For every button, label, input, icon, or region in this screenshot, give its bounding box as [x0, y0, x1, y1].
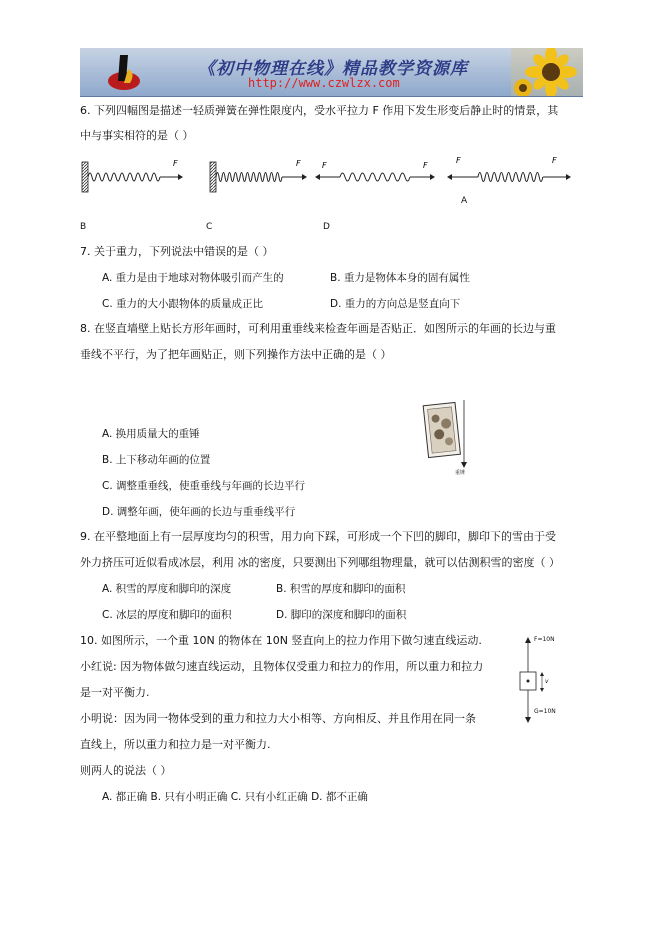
header-url: http://www.czwlzx.com: [248, 76, 400, 90]
q8-option-a: A. 换用质量大的重锤: [102, 428, 200, 440]
q8-stem-line1: 8. 在竖直墙壁上贴长方形年画时，可利用重垂线来检查年画是否贴正．如图所示的年画的长边与重: [80, 322, 556, 335]
q6-stem-line2: 中与事实相符的是（ ）: [80, 129, 194, 142]
q7-option-d: D. 重力的方向总是竖直向下: [330, 298, 461, 310]
q10-stem-line3: 是一对平衡力.: [80, 686, 150, 699]
sunflower-icon: [511, 48, 583, 96]
spring-figure-a: [447, 156, 571, 182]
q7-option-c: C. 重力的大小跟物体的质量成正比: [102, 298, 264, 310]
plumb-bob-label: 重锤: [455, 470, 466, 476]
logo-icon: [106, 51, 142, 93]
q9-option-a: A. 积雪的厚度和脚印的深度: [102, 583, 232, 595]
force-label: F: [423, 161, 428, 170]
q6-stem-line1: 6. 下列四幅图是描述一轻质弹簧在弹性限度内，受水平拉力 F 作用下发生形变后静止时的情景，其: [80, 104, 559, 117]
q8-stem-line2: 垂线不平行，为了把年画贴正，则下列操作方法中正确的是（ ）: [80, 348, 392, 361]
header-title: 《初中物理在线》精品教学资源库: [198, 59, 468, 79]
q10-options: A. 都正确 B. 只有小明正确 C. 只有小红正确 D. 都不正确: [102, 791, 368, 803]
force-label: F: [456, 156, 461, 165]
fig-force-label: F=10N: [534, 636, 555, 643]
q10-stem-line2: 小红说: 因为物体做匀速直线运动，且物体仅受重力和拉力的作用，所以重力和拉力: [80, 660, 484, 673]
fig-velocity-label: v: [545, 678, 549, 685]
q7-stem: 7. 关于重力，下列说法中错误的是（ ）: [80, 245, 274, 258]
force-label: F: [296, 159, 301, 168]
poster-plumbline-figure: [420, 398, 476, 474]
spring-figure-d: [315, 161, 435, 181]
spring-figure-c: [210, 159, 307, 192]
q8-option-c: C. 调整重垂线，使重垂线与年画的长边平行: [102, 480, 306, 492]
q9-option-d: D. 脚印的深度和脚印的面积: [276, 609, 407, 621]
force-label: F: [173, 159, 178, 168]
force-label: F: [552, 156, 557, 165]
q6-label-a: A: [461, 196, 468, 206]
q7-option-a: A. 重力是由于地球对物体吸引而产生的: [102, 272, 284, 284]
fig-gravity-label: G=10N: [534, 708, 556, 715]
q6-spring-figures: [78, 152, 578, 208]
q9-option-c: C. 冰层的厚度和脚印的面积: [102, 609, 232, 621]
q10-stem-line4: 小明说：因为同一物体受到的重力和拉力大小相等、方向相反、并且作用在同一条: [80, 712, 476, 725]
q9-option-b: B. 积雪的厚度和脚印的面积: [276, 583, 406, 595]
q8-option-b: B. 上下移动年画的位置: [102, 454, 211, 466]
q8-option-d: D. 调整年画，使年画的长边与重垂线平行: [102, 506, 296, 518]
force-label: F: [322, 161, 327, 170]
q9-stem-line2: 外力挤压可近似看成冰层，利用 冰的密度，只要测出下列哪组物理量，就可以估测积雪的密度（ ）: [80, 556, 560, 569]
q10-stem-line1: 10. 如图所示，一个重 10N 的物体在 10N 竖直向上的拉力作用下做匀速直线运动.: [80, 634, 482, 647]
q10-stem-line5: 直线上，所以重力和拉力是一对平衡力.: [80, 738, 271, 751]
header-banner: [80, 48, 583, 97]
q7-option-b: B. 重力是物体本身的固有属性: [330, 272, 470, 284]
spring-figure-b: [82, 159, 183, 192]
q6-label-d: D: [323, 222, 330, 232]
q9-stem-line1: 9. 在平整地面上有一层厚度均匀的积雪，用力向下踩，可形成一个下凹的脚印，脚印下的雪由于受: [80, 530, 556, 543]
q6-label-b: B: [80, 222, 87, 232]
q10-stem-line6: 则两人的说法（ ）: [80, 764, 172, 777]
q6-label-c: C: [206, 222, 213, 232]
